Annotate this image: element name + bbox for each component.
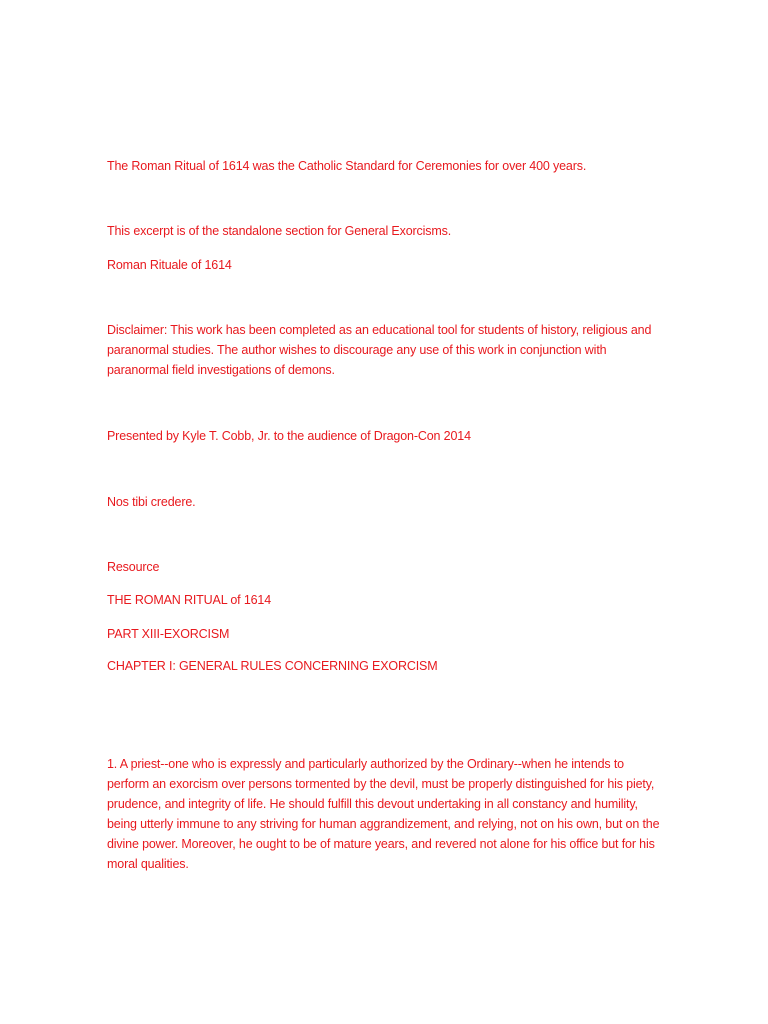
motto-text: Nos tibi credere.: [107, 495, 196, 509]
ritual-title: THE ROMAN RITUAL of 1614: [107, 593, 272, 607]
chapter-heading: CHAPTER I: GENERAL RULES CONCERNING EXORCISM: [107, 659, 438, 673]
excerpt-text: This excerpt is of the standalone section for General Exorcisms.: [107, 224, 452, 238]
rituale-text: Roman Rituale of 1614: [107, 258, 232, 272]
presented-by-text: Presented by Kyle T. Cobb, Jr. to the audience of Dragon-Con 2014: [107, 429, 471, 443]
rule-1-paragraph: 1. A priest--one who is expressly and particularly authorized by the Ordinary--when he intends to perform an exorcism over persons tormented by the devil, must be properly distinguished for his piety, prudence, and integrity of life. He should fulfill this devout undertaking in all constancy and humility, being utterly immune to any striving for human aggrandizement, and relying, not on his own, but on the divine power. Moreover, he ought to be of mature years, and revered not alone for his office but for his moral qualities.: [107, 757, 660, 871]
disclaimer-paragraph: Disclaimer: This work has been completed as an educational tool for students of history, religious and paranormal studies. The author wishes to discourage any use of this work in conjunction with paranormal field investigations of demons.: [107, 323, 652, 377]
resource-heading: Resource: [107, 560, 160, 574]
part-heading: PART XIII-EXORCISM: [107, 627, 230, 641]
intro-text: The Roman Ritual of 1614 was the Catholic Standard for Ceremonies for over 400 years.: [107, 159, 587, 173]
